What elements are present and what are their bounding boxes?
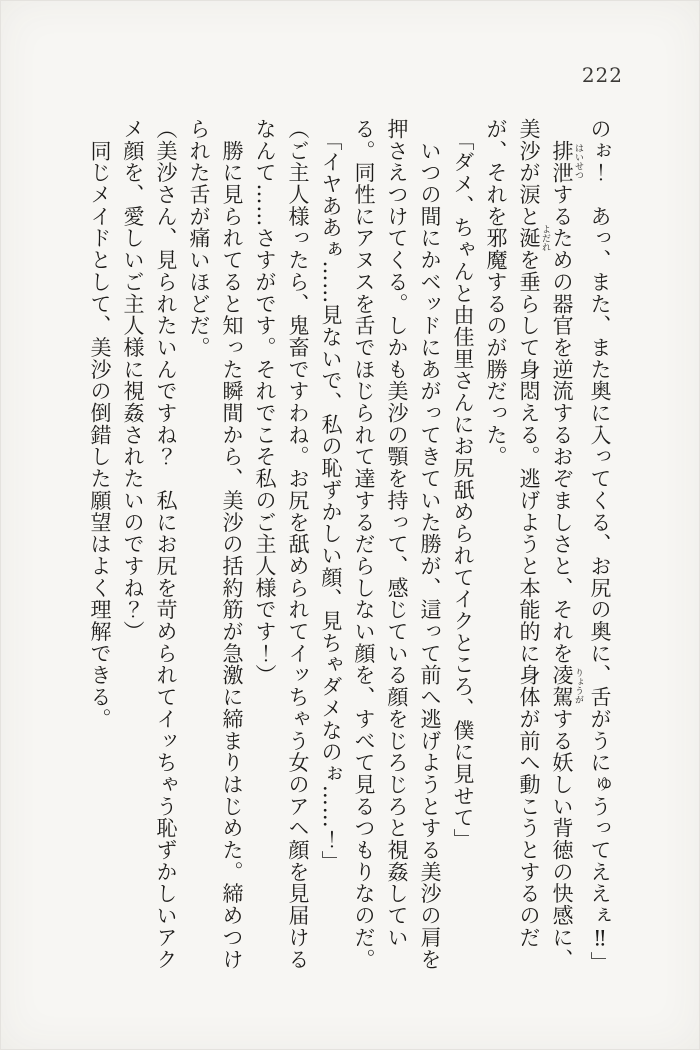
paragraph-8-inner-thought: （美沙さん、見られたいんですね？ 私にお尻を苛められてイッちゃう恥ずかしいアクメ顔を、愛しいご主人様に視姦されたいのですね？）: [121, 118, 178, 971]
paragraph-7-narration: 勝に見られてると知った瞬間から、美沙の括約筋が急激に締まりはじめた。締めつけられた舌が痛いほどだ。: [187, 118, 244, 971]
paragraph-2-narration: 排泄 はいせつするための器官を逆流するおぞましさと、それを凌駕 りょうがする妖しい背徳の快感に、美沙が涙と涎 よだれを垂らして身悶える。逃げようと本能的に身体が前へ動こうとするのだが、それを邪魔するのが勝だった。: [484, 118, 583, 971]
page-number: 222: [581, 63, 623, 87]
text-block: [54, 118, 616, 974]
paragraph-3-dialogue: 「ダメ、ちゃんと由佳里さんにお尻舐められてイクところ、僕に見せて」: [451, 118, 475, 851]
paragraph-9-narration: 同じメイドとして、美沙の倒錯した願望はよく理解できる。: [88, 118, 112, 730]
paragraph-5-dialogue: 「イヤああぁ……見ないで、私の恥ずかしい顔、見ちゃダメなのぉ……！」: [319, 118, 343, 873]
paragraph-4-narration: いつの間にかベッドにあがってきていた勝が、這って前へ逃げようとする美沙の肩を押さえつけてくる。しかも美沙の顎を持って、感じている顔をじろじろと視姦している。同性にアヌスを舌でほじられて達するだらしない顔を、すべて見るつもりなのだ。: [352, 118, 442, 971]
paragraph-1-dialogue-continued: のぉ！ あっ、また、また奥に入ってくる、お尻の奥に、舌がうにゅうってええぇ‼」: [588, 118, 612, 974]
ruby-annotated-word: 排泄 はいせつ: [550, 139, 583, 184]
ruby-annotated-word: 涎 よだれ: [517, 224, 550, 252]
ruby-annotated-word: 凌駕 りょうが: [550, 664, 583, 708]
paragraph-6-inner-thought: （ご主人様ったら、鬼畜ですわね。お尻を舐められてイッちゃう女のアヘ顔を見届けるなんて……さすがです。それでこそ私のご主人様です！）: [253, 118, 310, 971]
